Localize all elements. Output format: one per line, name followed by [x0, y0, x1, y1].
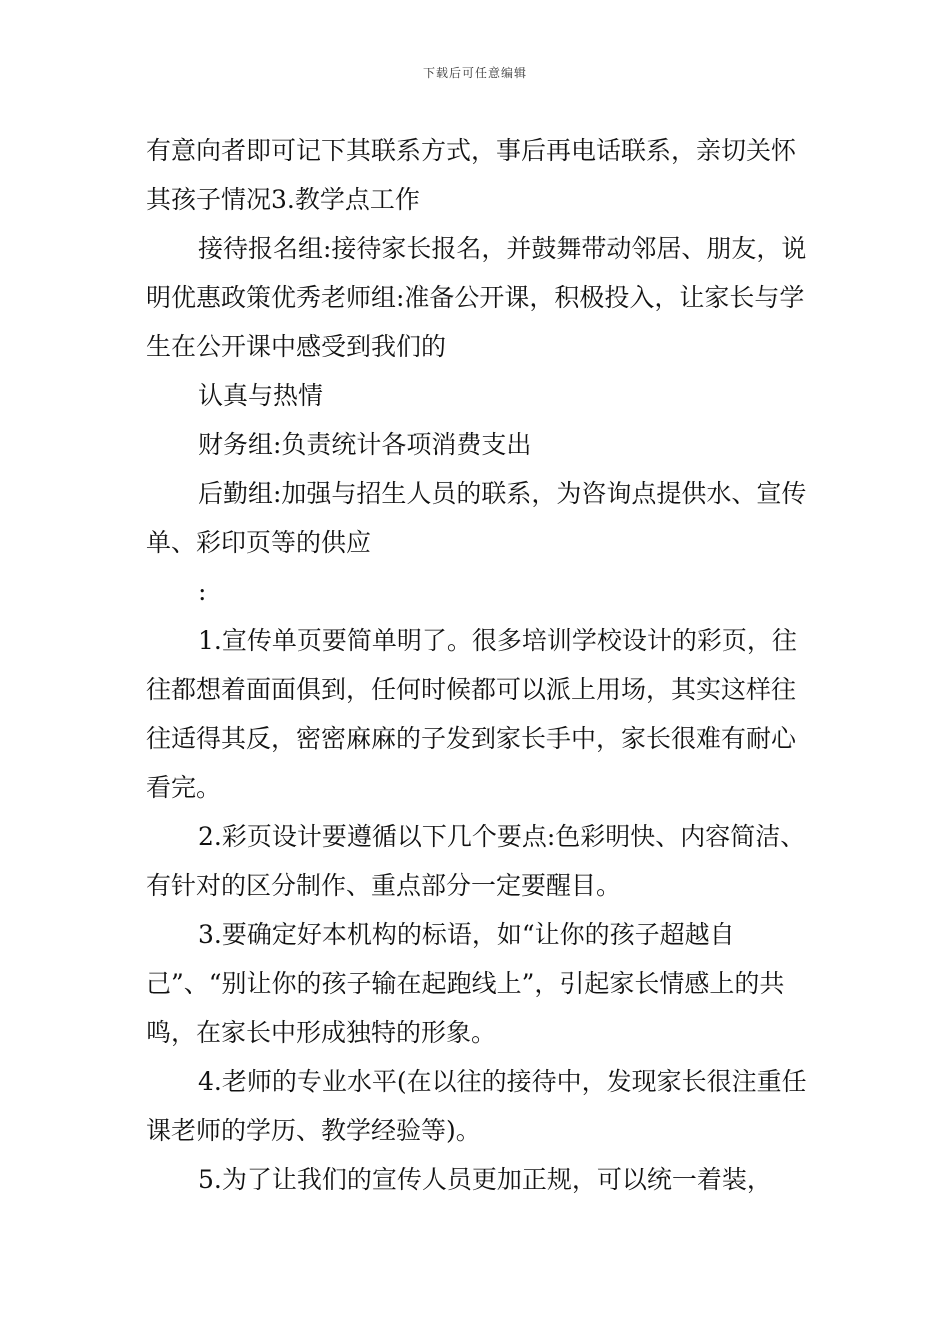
paragraph-3: 认真与热情 — [198, 381, 324, 410]
paragraph-11: 5.为了让我们的宣传人员更加正规，可以统一着装， — [198, 1165, 772, 1194]
page-header: 下载后可任意编辑 — [422, 66, 527, 80]
paragraph-6: : — [198, 577, 207, 606]
paragraph-2: 接待报名组:接待家长报名，并鼓舞带动邻居、朋友，说明优惠政策优秀老师组:准备公开课，积极投入，让家长与学生在公开课中感受到我们的 — [146, 234, 807, 361]
paragraph-9: 3.要确定好本机构的标语，如“让你的孩子超越自己”、“别让你的孩子输在起跑线上”，引起家长情感上的共鸣，在家长中形成独特的形象。 — [146, 920, 785, 1047]
paragraph-8: 2.彩页设计要遵循以下几个要点:色彩明快、内容简洁、有针对的区分制作、重点部分一定要醒目。 — [146, 822, 806, 900]
paragraph-1: 有意向者即可记下其联系方式，事后再电话联系，亲切关怀其孩子情况3.教学点工作 — [146, 136, 797, 214]
paragraph-4: 财务组:负责统计各项消费支出 — [198, 430, 532, 459]
paragraph-7: 1.宣传单页要简单明了。很多培训学校设计的彩页，往往都想着面面俱到，任何时候都可以派上用场，其实这样往往适得其反，密密麻麻的子发到家长手中，家长很难有耐心看完。 — [146, 626, 797, 802]
paragraph-5: 后勤组:加强与招生人员的联系，为咨询点提供水、宣传单、彩印页等的供应 — [146, 479, 807, 557]
document-body — [146, 126, 816, 1204]
paragraph-10: 4.老师的专业水平(在以往的接待中，发现家长很注重任课老师的学历、教学经验等)。 — [146, 1067, 807, 1145]
